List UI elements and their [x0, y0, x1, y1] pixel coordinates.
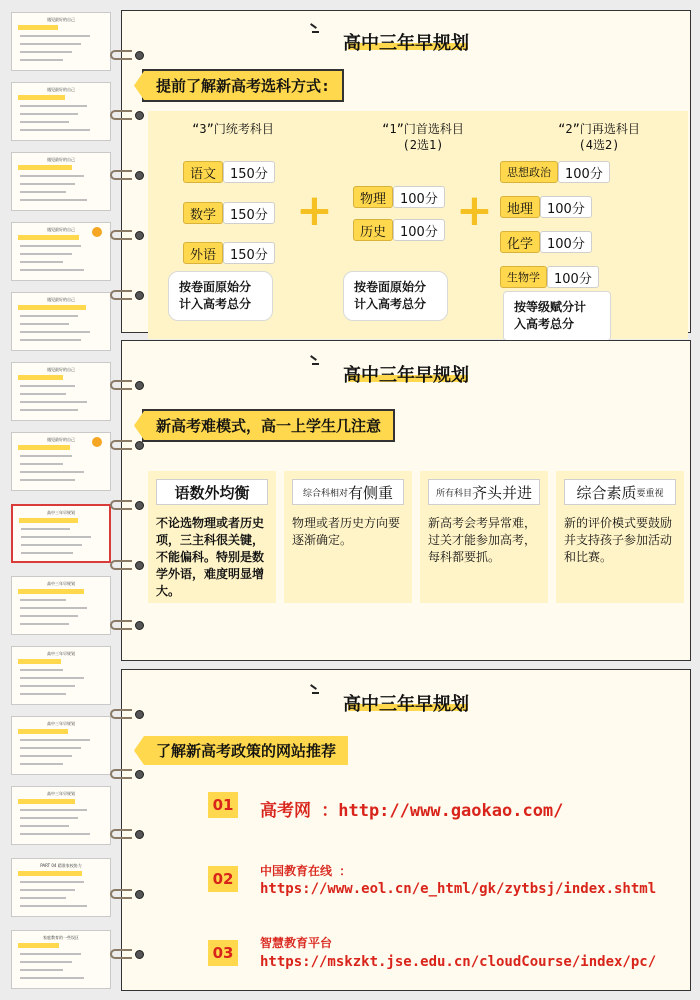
thumbnail-text-line — [20, 43, 81, 45]
slide-thumbnail-title: 遇见最好的自己 — [47, 437, 75, 442]
thumbnail-text-line — [20, 113, 78, 115]
thumbnail-text-line — [20, 953, 81, 955]
thumbnail-text-line — [20, 455, 72, 457]
thumbnail-text-line — [20, 121, 69, 123]
binder-ring-icon — [110, 229, 150, 241]
thumbnail-text-line — [20, 51, 72, 53]
tip-card-body: 新的评价模式要鼓励并支持孩子参加活动和比赛。 — [564, 516, 673, 564]
slide-title: 高中三年早规划 — [343, 694, 469, 715]
binder-rings — [110, 11, 150, 332]
thumbnail-text-line — [20, 409, 78, 411]
thumbnail-text-line — [20, 677, 84, 679]
thumbnail-text-line — [20, 693, 66, 695]
slide-thumbnail-title: PART 04 精准家校协力 — [40, 863, 82, 868]
tip-card — [420, 471, 548, 603]
rainbow-icon — [92, 437, 102, 447]
thumbnail-text-line — [20, 401, 87, 403]
thumbnail-text-line — [21, 528, 70, 530]
binder-ring-icon — [110, 289, 150, 301]
score-note: 按卷面原始分 计入高考总分 — [168, 271, 273, 321]
slide-2[interactable] — [121, 340, 691, 661]
slide-thumbnail-title: 遇见最好的自己 — [47, 227, 75, 232]
binder-ring-icon — [110, 828, 150, 840]
thumbnail-text-line — [20, 339, 81, 341]
tip-card-body: 新高考会考异常难，过关才能参加高考，每科都要抓。 — [428, 516, 537, 564]
thumbnail-text-line — [20, 331, 90, 333]
subject-chip: 语文 150分 — [183, 161, 275, 183]
subject-chip: 生物学 100分 — [500, 266, 599, 288]
thumbnail-text-line — [20, 129, 90, 131]
thumbnail-text-line — [20, 889, 75, 891]
thumbnail-text-line — [20, 59, 63, 61]
thumbnail-text-line — [20, 755, 72, 757]
thumbnail-text-line — [20, 969, 63, 971]
thumbnail-text-line — [21, 552, 73, 554]
tip-card — [284, 471, 412, 603]
tip-card-title: 所有科目 齐头并进 — [428, 479, 540, 505]
thumbnail-text-line — [20, 809, 87, 811]
item-number: 01 — [208, 792, 238, 818]
thumbnail-text-line — [20, 191, 66, 193]
slide-thumbnail[interactable] — [11, 222, 111, 281]
slide-thumbnail[interactable] — [11, 12, 111, 71]
tip-card — [148, 471, 276, 603]
item-number: 03 — [208, 940, 238, 966]
slide-3[interactable] — [121, 669, 691, 991]
subject-chip: 地理 100分 — [500, 196, 592, 218]
slide-thumbnail-title: 高中三年早规划 — [47, 510, 75, 515]
column-heading-3: “3”门统考科目 — [192, 122, 274, 136]
thumbnail-text-line — [20, 763, 63, 765]
slide-thumbnail[interactable] — [11, 786, 111, 845]
slide-thumbnail-title: 遇见最好的自己 — [47, 297, 75, 302]
thumbnail-text-line — [20, 881, 84, 883]
thumbnail-text-line — [20, 739, 90, 741]
thumbnail-text-line — [20, 479, 75, 481]
subject-chip: 化学 100分 — [500, 231, 592, 253]
thumbnail-text-line — [20, 961, 72, 963]
thumbnail-text-line — [20, 385, 75, 387]
thumbnail-banner — [18, 165, 72, 170]
thumbnail-text-line — [20, 315, 78, 317]
thumbnail-text-line — [21, 544, 82, 546]
slide-thumbnail[interactable] — [11, 576, 111, 635]
slide-thumbnail[interactable] — [11, 152, 111, 211]
tip-card-body: 物理或者历史方向要逐渐确定。 — [292, 516, 401, 547]
thumbnail-banner — [18, 943, 59, 948]
website-name: 中国教育在线 ： — [260, 864, 352, 878]
thumbnail-text-line — [20, 817, 78, 819]
thumbnail-text-line — [20, 685, 75, 687]
slide-thumbnail-title: 高中三年早规划 — [47, 651, 75, 656]
sparkle-icon — [310, 686, 324, 696]
website-link-jse[interactable]: https://mskzkt.jse.edu.cn/cloudCourse/index/pc/ — [260, 954, 657, 970]
plus-icon: + — [296, 185, 333, 236]
column-heading-2: “2”门再选科目 (4选2) — [558, 122, 640, 152]
binder-ring-icon — [110, 499, 150, 511]
binder-rings — [110, 341, 150, 660]
thumbnail-banner — [18, 729, 68, 734]
slide-thumbnail[interactable] — [11, 504, 111, 563]
thumbnail-banner — [19, 518, 78, 523]
thumbnail-text-line — [20, 669, 63, 671]
item-number: 02 — [208, 866, 238, 892]
tip-card-title: 综合科相对 有侧重 — [292, 479, 404, 505]
thumbnail-banner — [18, 25, 58, 30]
thumbnail-text-line — [20, 35, 90, 37]
slide-thumbnail-title: 高中三年早规划 — [47, 581, 75, 586]
slide-thumbnail-title: 遇见最好的自己 — [47, 367, 75, 372]
thumbnail-text-line — [20, 105, 87, 107]
binder-ring-icon — [110, 559, 150, 571]
score-note: 按卷面原始分 计入高考总分 — [343, 271, 448, 321]
sparkle-icon — [310, 357, 324, 367]
section-banner: 了解新高考政策的网站推荐 — [144, 736, 348, 765]
column-heading-1: “1”门首选科目 (2选1) — [382, 122, 464, 152]
tip-card-title: 综合素质 要重视 — [564, 479, 676, 505]
thumbnail-banner — [18, 659, 61, 664]
tip-card-body: 不论选物理或者历史项，三主科很关键，不能偏科。特别是数学外语，难度明显增大。 — [156, 516, 265, 598]
thumbnail-banner — [18, 95, 65, 100]
thumbnail-text-line — [20, 269, 84, 271]
sparkle-icon — [310, 25, 324, 35]
thumbnail-text-line — [20, 323, 69, 325]
thumbnail-banner — [18, 375, 63, 380]
slide-title: 高中三年早规划 — [343, 33, 469, 54]
thumbnail-text-line — [20, 471, 84, 473]
thumbnail-banner — [18, 235, 79, 240]
thumbnail-banner — [18, 445, 70, 450]
thumbnail-text-line — [20, 977, 84, 979]
subject-chip: 历史 100分 — [353, 219, 445, 241]
thumbnail-banner — [18, 871, 82, 876]
thumbnail-text-line — [21, 536, 91, 538]
slide-thumbnail[interactable] — [11, 432, 111, 491]
thumbnail-text-line — [20, 245, 81, 247]
score-note: 按等级赋分计 入高考总分 — [503, 291, 611, 341]
thumbnail-banner — [18, 305, 86, 310]
tip-card — [556, 471, 684, 603]
slide-thumbnail[interactable] — [11, 82, 111, 141]
slide-1[interactable] — [121, 10, 691, 333]
subject-panel — [148, 111, 688, 339]
section-banner: 新高考难模式，高一上学生几注意 — [142, 409, 395, 442]
thumbnail-text-line — [20, 199, 87, 201]
slide-thumbnail-title: 遇见最好的自己 — [47, 87, 75, 92]
slide-thumbnail-title: 高中三年早规划 — [47, 721, 75, 726]
binder-rings — [110, 670, 150, 990]
thumbnail-text-line — [20, 905, 87, 907]
website-link-eol[interactable]: https://www.eol.cn/e_html/gk/zytbsj/index.shtml — [260, 881, 657, 897]
slide-thumbnail[interactable] — [11, 930, 111, 989]
subject-chip: 物理 100分 — [353, 186, 445, 208]
slide-title: 高中三年早规划 — [343, 365, 469, 386]
slide-thumbnail[interactable] — [11, 858, 111, 917]
rainbow-icon — [92, 227, 102, 237]
tip-card-title: 语数外均衡 — [156, 479, 268, 505]
slide-thumbnail[interactable] — [11, 362, 111, 421]
slide-thumbnail[interactable] — [11, 292, 111, 351]
thumbnail-banner — [18, 799, 75, 804]
slide-thumbnail-title: 遇见最好的自己 — [47, 157, 75, 162]
slide-thumbnail-title: 遇见最好的自己 — [47, 17, 75, 22]
thumbnail-text-line — [20, 833, 90, 835]
thumbnail-text-line — [20, 463, 63, 465]
website-name: 智慧教育平台 — [260, 936, 333, 950]
slide-thumbnail-title: 家庭教育的一些误区 — [43, 935, 79, 940]
thumbnail-text-line — [20, 183, 75, 185]
binder-ring-icon — [110, 948, 150, 960]
thumbnail-text-line — [20, 747, 81, 749]
thumbnail-text-line — [20, 825, 69, 827]
binder-ring-icon — [110, 109, 150, 121]
thumbnail-text-line — [20, 261, 63, 263]
thumbnail-text-line — [20, 615, 78, 617]
thumbnail-text-line — [20, 175, 84, 177]
binder-ring-icon — [110, 619, 150, 631]
subject-chip: 外语 150分 — [183, 242, 275, 264]
binder-ring-icon — [110, 768, 150, 780]
slide-thumbnail[interactable] — [11, 716, 111, 775]
website-link-gaokao[interactable]: 高考网 ：http://www.gaokao.com/ — [260, 801, 564, 821]
thumbnail-text-line — [20, 599, 66, 601]
thumbnail-text-line — [20, 253, 72, 255]
thumbnail-text-line — [20, 607, 87, 609]
subject-chip: 数学 150分 — [183, 202, 275, 224]
binder-ring-icon — [110, 169, 150, 181]
subject-chip: 思想政治 100分 — [500, 161, 610, 183]
thumbnail-text-line — [20, 897, 66, 899]
plus-icon: + — [456, 185, 493, 236]
thumbnail-text-line — [20, 393, 66, 395]
slide-thumbnail-title: 高中三年早规划 — [47, 791, 75, 796]
section-banner: 提前了解新高考选科方式: — [142, 69, 344, 102]
thumbnail-banner — [18, 589, 84, 594]
slide-thumbnail[interactable] — [11, 646, 111, 705]
binder-ring-icon — [110, 888, 150, 900]
thumbnail-text-line — [20, 623, 69, 625]
slide-thumbnail-panel — [0, 0, 118, 1000]
